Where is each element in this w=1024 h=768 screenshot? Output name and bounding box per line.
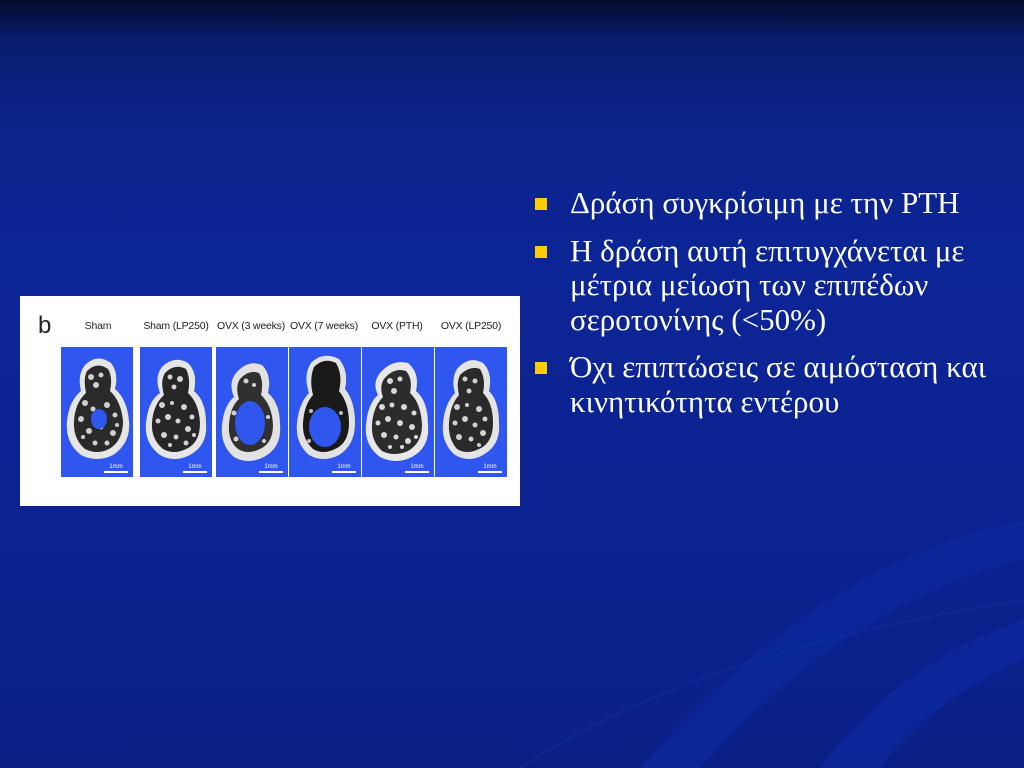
image-label-ovx-7-weeks: OVX (7 weeks) — [289, 320, 359, 332]
scale-label: 1mm — [109, 464, 123, 470]
bone-image-ovx-lp250 — [435, 347, 507, 477]
bone-image-sham — [61, 347, 133, 477]
bone-microct-figure — [20, 296, 520, 506]
bone-image-sham-lp250 — [140, 347, 212, 477]
scale-bar — [478, 471, 502, 473]
image-label-ovx-3-weeks: OVX (3 weeks) — [216, 320, 286, 332]
image-label-ovx-lp250: OVX (LP250) — [440, 320, 502, 332]
bullet-item — [533, 234, 993, 338]
scale-label: 1mm — [188, 464, 202, 470]
bullet-item — [533, 350, 993, 419]
figure-panel-letter: b — [38, 312, 52, 339]
scale-label: 1mm — [410, 464, 424, 470]
scale-bar — [332, 471, 356, 473]
square-bullet-icon — [535, 246, 547, 258]
image-label-ovx-pth: OVX (PTH) — [371, 320, 423, 332]
scale-label: 1mm — [337, 464, 351, 470]
image-label-sham: Sham — [84, 320, 112, 332]
bullet-text: Η δράση αυτή επιτυγχάνεται με μέτρια μείωση των επιπέδων σεροτονίνης (<50%) — [570, 232, 965, 337]
bullet-text: Όχι επιπτώσεις σε αιμόσταση και κινητικότητα εντέρου — [570, 349, 987, 419]
scale-label: 1mm — [264, 464, 278, 470]
bone-image-ovx-7-weeks — [289, 347, 361, 477]
bullet-item — [533, 186, 993, 221]
scale-bar — [104, 471, 128, 473]
scale-bar — [183, 471, 207, 473]
bullet-text: Δράση συγκρίσιμη με την PTH — [570, 185, 960, 220]
square-bullet-icon — [535, 362, 547, 374]
image-label-sham-lp250: Sham (LP250) — [143, 320, 209, 332]
square-bullet-icon — [535, 198, 547, 210]
bone-image-ovx-pth — [362, 347, 434, 477]
bullet-list — [533, 186, 993, 432]
bone-image-ovx-3-weeks — [216, 347, 288, 477]
scale-bar — [405, 471, 429, 473]
scale-bar — [259, 471, 283, 473]
scale-label: 1mm — [483, 464, 497, 470]
